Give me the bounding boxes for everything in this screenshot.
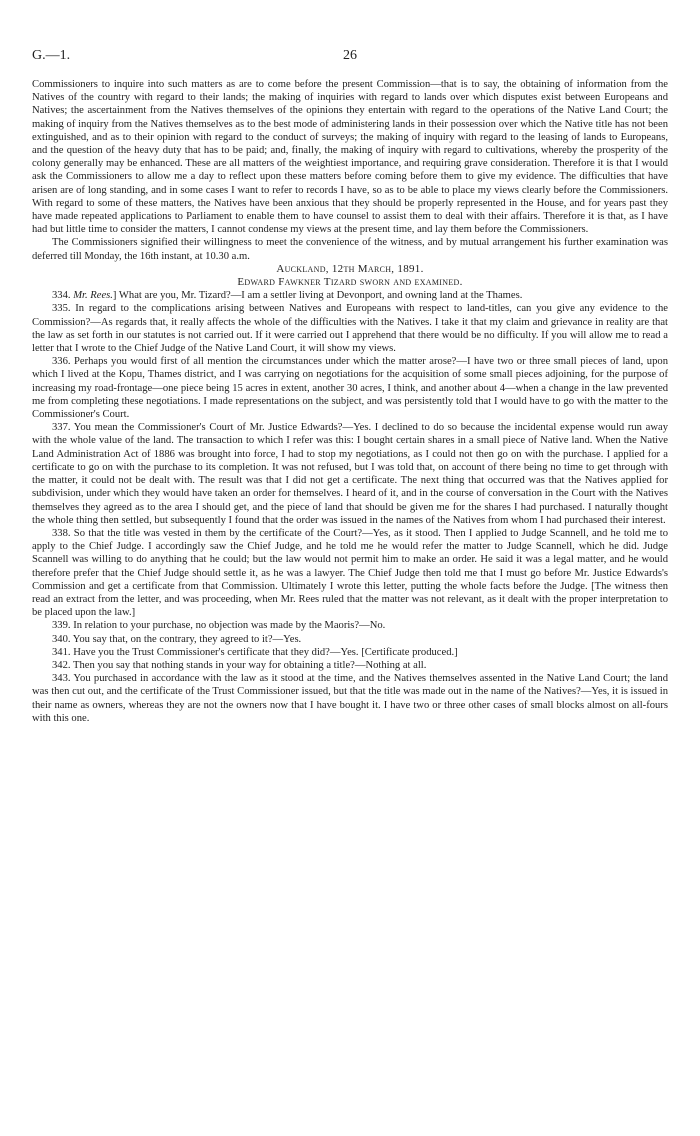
adjournment-paragraph: The Commissioners signified their willingness to meet the convenience of the witness, and by mutual arrangement his further examination was deferred till Monday, the 16th instant, at 10.30 a.m.: [32, 237, 668, 262]
question-paragraph: 343. You purchased in accordance with the law as it stood at the time, and the Natives themselves assented in the Native Land Court; the land was then cut out, and the certificate of the Trust Commissioner issued, but that the title was made out in the name of the Natives?—Yes, it is issued in their name as owners, whereas they are not the owners now that I have bought it. I have two or three other cases of small blocks almost on all-fours with this one.: [32, 673, 668, 724]
document-code: G.—1.: [32, 48, 71, 63]
opening-paragraph: Commissioners to inquire into such matters as are to come before the present Commission—that is to say, the obtaining of information from the Natives of the country with regard to their lands; the making of inquiries with regard to lands over which disputes exist between Europeans and Natives; the ascertainment from the Natives themselves of the opinions they entertain with regard to the operations of the Native Land Court; the making of inquiry from the Natives themselves as to the best mode of administering lands in their possession over which the Native title has not been extinguished, and as to their opinion with regard to the conduct of surveys; the making of inquiry with regard to the leasing of lands to Europeans, and the question of the heavy duty that has to be paid; and, finally, the making of inquiry with regard to cultivations, whereby the prosperity of the colony generally may be enhanced. These are all matters of the weightiest importance, and requiring grave consideration. Therefore it is that I would ask the Commissioners to allow me a day to reflect upon these matters before coming before them to give my evidence. The difficulties that have arisen are of long standing, and in some cases I want to refer to records I have, so as to be able to place my views clearly before the Commissioners. With regard to some of these matters, the Natives have been anxious that they should be properly represented in the House, and for years past they have made repeated applications to Parliament to enable them to have counsel to assist them to deal with their affairs. Therefore it is that, as I have had but little time to consider the matters, I cannot condense my views at the present time, and lay them before the Commissioners.: [32, 79, 668, 236]
question-paragraph: 340. You say that, on the contrary, they agreed to it?—Yes.: [52, 633, 302, 645]
question-paragraph: 341. Have you the Trust Commissioner's certificate that they did?—Yes. [Certificate produced.]: [52, 646, 458, 658]
question-number: 334.: [52, 290, 71, 302]
question-paragraph: 335. In regard to the complications arising between Natives and Europeans with respect to land-titles, can you give any evidence to the Commission?—As regards that, it really affects the whole of the difficulties with the Natives. I take it that my claim and grievance in reality are that the law as set forth in our statutes is not carried out. If it were carried out I apprehend that there would be no difficulty. If you will allow me to read a letter that I wrote to the Chief Judge of the Native Land Court, it will show my views.: [32, 303, 668, 355]
question-paragraph: 338. So that the title was vested in them by the certificate of the Court?—Yes, as it stood. Then I applied to Judge Scannell, and he told me to apply to the Chief Judge. I accordingly saw the Chief Judge, and he told me he would refer the matter to Judge Scannell, which he did. Judge Scannell was willing to do anything that he could; but the law would not permit him to make an order. He said it was a legal matter, and he would therefore prefer that the Chief Judge should settle it, as he was a lawyer. The Chief Judge then told me that I must go before Mr. Justice Edwards's Commission and get a certificate from that Commission. Ultimately I wrote this letter, putting the whole facts before the Judge. [The witness then read an extract from the letter, and was proceeding, when Mr. Rees ruled that the matter was not relevant, as it dealt with the proper interpretation to be placed upon the law.]: [32, 527, 668, 619]
dateline: Auckland, 12th March, 1891.: [276, 262, 424, 275]
question-paragraph: [32, 289, 668, 302]
witness-line: Edward Fawkner Tizard sworn and examined.: [237, 276, 463, 289]
question-paragraph: 342. Then you say that nothing stands in your way for obtaining a title?—Nothing at all.: [52, 659, 427, 671]
page-header: [32, 48, 668, 68]
question-text: ] What are you, Mr. Tizard?—I am a settler living at Devonport, and owning land at the Thames.: [112, 290, 523, 302]
document-body: [32, 78, 668, 725]
question-paragraph: 339. In relation to your purchase, no objection was made by the Maoris?—No.: [52, 620, 386, 632]
question-paragraph: 337. You mean the Commissioner's Court of Mr. Justice Edwards?—Yes. I declined to do so because the incidental expense would run away with the whole value of the land. The transaction to which I refer was this: I bought certain shares in a small piece of Native land. When the Native Land Administration Act of 1886 was brought into force, I had to stop my negotiations, as I could not then go on with the purchase. I applied for a certificate to go on with the purchase to its completion. It was not refused, but I was told that, on account of there being no time to get through with the matter, it could not be dealt with. The result was that I did not get a certificate. The next thing that occurred was that the Natives applied for subdivision, under which they would have taken an order for themselves. I heard of it, and in the course of conversation in the Court with the Natives themselves they agreed as to the area I should get, and the piece of land that should be given me for the shares I had purchased. I naturally thought the whole thing then settled, but subsequently I found that the order was issued in the names of the Natives from whom I had purchased their interest.: [32, 422, 668, 526]
speaker-name: Mr. Rees.: [73, 290, 113, 302]
question-paragraph: 336. Perhaps you would first of all mention the circumstances under which the matter arose?—I have two or three small pieces of land, upon which I lived at the Kopu, Thames district, and I was carrying on negotiations for the acquisition of some small pieces adjoining, for the purpose of increasing my road-frontage—one piece being 15 acres in extent, another 30 acres, I think, and another about 4—when a change in the law prevented me from completing these negotiations. I made representations on the subject, and was persistently told that I would have to go with the matter to the Commissioner's Court.: [32, 356, 668, 421]
page-number: 26: [343, 48, 357, 63]
